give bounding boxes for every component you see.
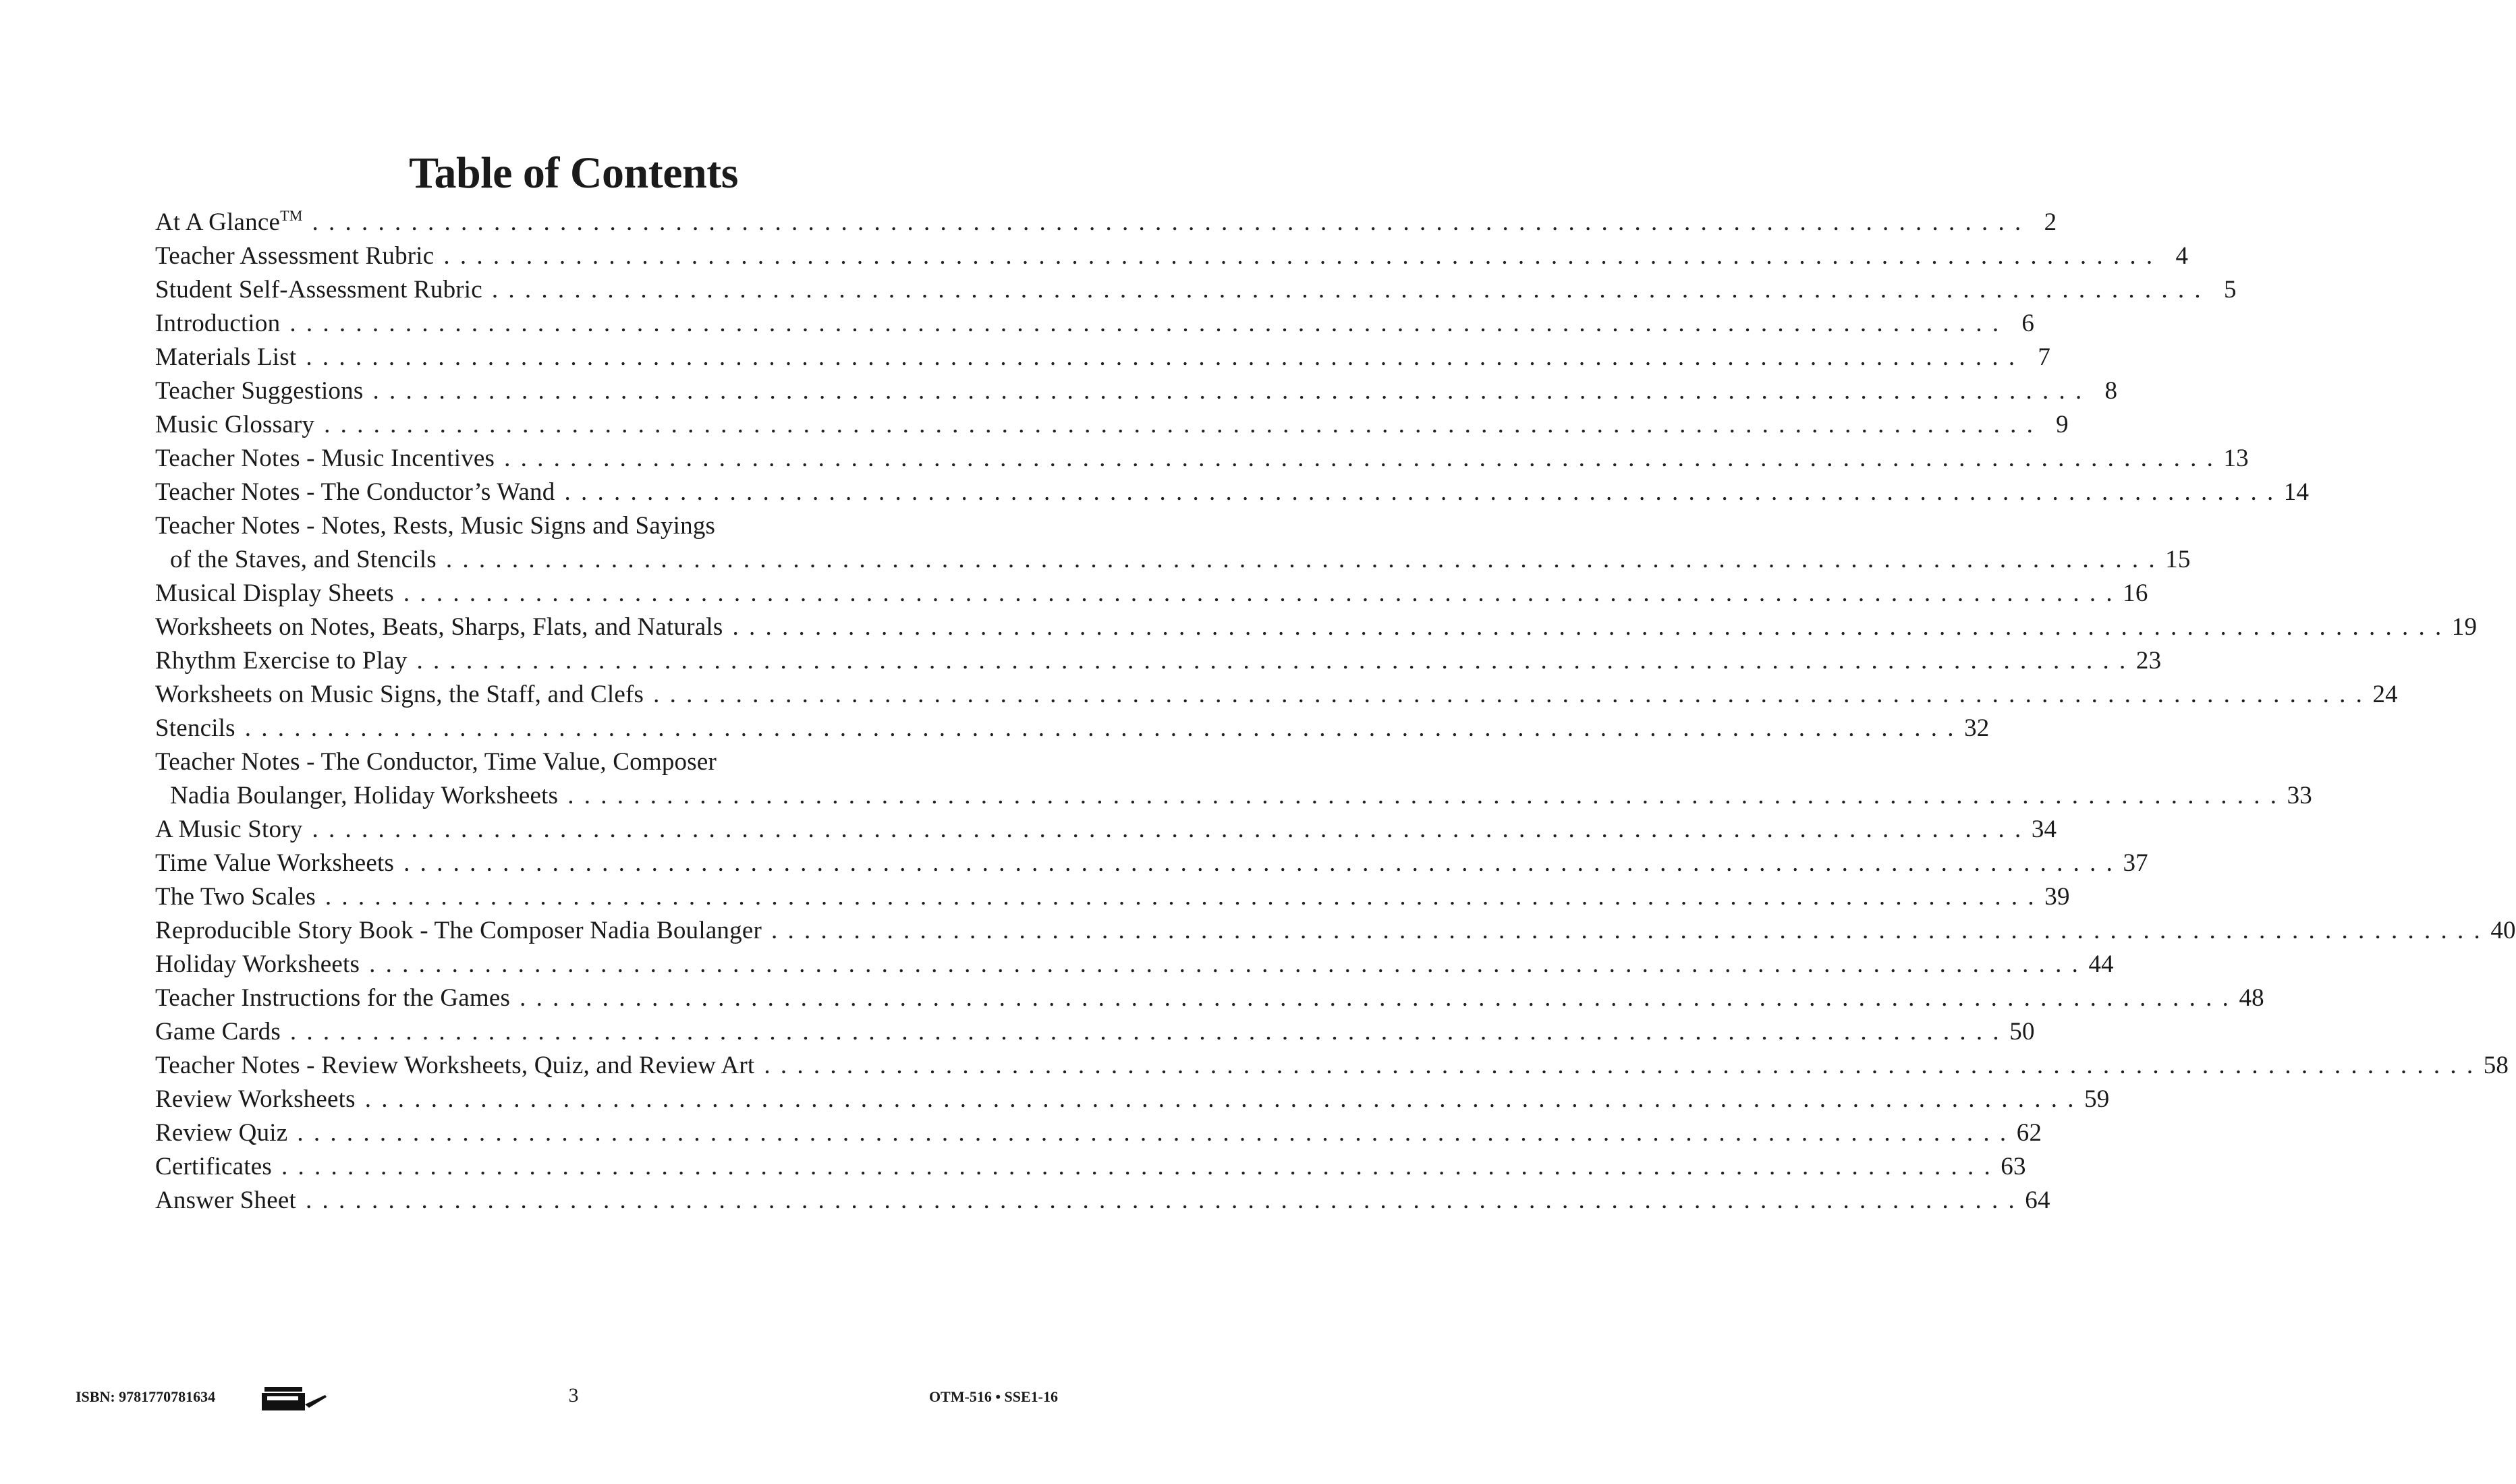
toc-entry-title <box>155 948 360 981</box>
toc-row <box>155 1015 2035 1049</box>
toc-entry-title <box>155 1049 754 1083</box>
toc-page-number: 13 <box>2223 445 2249 472</box>
toc-entry-title-text: Review Quiz <box>155 1119 288 1147</box>
toc-entry-title-text: Teacher Instructions for the Games <box>155 984 511 1012</box>
toc-entry-title-text: Teacher Notes - Review Worksheets, Quiz, and Review Art <box>155 1052 755 1079</box>
toc-entry <box>155 374 2118 408</box>
toc-row <box>155 948 2114 981</box>
toc-entry-title-text: Time Value Worksheets <box>155 849 395 877</box>
toc-row <box>155 914 2516 948</box>
toc-row <box>155 1184 2050 1218</box>
toc-entry <box>155 712 1990 745</box>
toc-entry <box>155 408 2069 442</box>
toc-entry-title <box>155 1015 281 1049</box>
toc-page-number: 2 <box>2044 208 2057 236</box>
toc-entry-title-text: Teacher Notes - The Conductor, Time Value, Composer <box>155 748 717 776</box>
toc-entry-title <box>155 678 644 712</box>
toc-page-number: 19 <box>2451 613 2478 641</box>
table-of-contents <box>155 206 2516 1218</box>
toc-entry <box>155 577 2148 610</box>
toc-entry-title-text: Worksheets on Music Signs, the Staff, and Clefs <box>155 681 644 708</box>
toc-row <box>155 1049 2509 1083</box>
dot-leader: . . . . . . . . . . . . . . . . . . . . . . . . . . . . . . . . . . . . . . . . . . . . . . . . . . . . . . . . . . . . . . . . . . . . . . . . . . . . . . . . . . . . . . . . . . . . . . . . . . . . . . . . <box>364 1085 2076 1113</box>
toc-entry-title-text: Teacher Assessment Rubric <box>155 242 435 270</box>
dot-leader: . . . . . . . . . . . . . . . . . . . . . . . . . . . . . . . . . . . . . . . . . . . . . . . . . . . . . . . . . . . . . . . . . . . . . . . . . . . . . . . . . . . . . . . . . . . . . . . . . . . . . . . . <box>764 1052 2476 1079</box>
toc-entry-title <box>155 512 715 540</box>
toc-row <box>155 610 2478 644</box>
dot-leader: . . . . . . . . . . . . . . . . . . . . . . . . . . . . . . . . . . . . . . . . . . . . . . . . . . . . . . . . . . . . . . . . . . . . . . . . . . . . . . . . . . . . . . . . . . . . . . . . . . . . . . . . <box>306 343 2017 371</box>
toc-row <box>155 712 1990 745</box>
toc-entry-title <box>155 610 723 644</box>
toc-entry <box>155 1116 2042 1150</box>
toc-entry-title <box>170 779 558 813</box>
toc-entry <box>155 341 2051 374</box>
toc-page-number: 9 <box>2056 411 2069 438</box>
toc-entry-title-text: Introduction <box>155 310 281 337</box>
toc-entry-title <box>155 1116 287 1150</box>
toc-page-number: 37 <box>2123 849 2148 877</box>
toc-row <box>155 577 2148 610</box>
toc-page-number: 33 <box>2287 782 2312 809</box>
toc-page-number: 16 <box>2123 579 2148 607</box>
toc-entry <box>155 948 2114 981</box>
toc-entry-title <box>155 712 235 745</box>
toc-entry-title <box>155 880 316 914</box>
toc-entry <box>155 745 2312 813</box>
toc-entry-title <box>155 847 394 880</box>
toc-entry <box>155 509 2191 577</box>
toc-page-number: 32 <box>1964 714 1990 742</box>
toc-entry-title-text: Musical Display Sheets <box>155 579 394 607</box>
toc-row <box>155 239 2189 273</box>
toc-row <box>155 880 2070 914</box>
toc-row <box>155 678 2398 712</box>
dot-leader: . . . . . . . . . . . . . . . . . . . . . . . . . . . . . . . . . . . . . . . . . . . . . . . . . . . . . . . . . . . . . . . . . . . . . . . . . . . . . . . . . . . . . . . . . . . . . . . . . . . . . . . . <box>289 310 2001 337</box>
toc-entry-title <box>155 914 762 948</box>
toc-entry-title-text: Nadia Boulanger, Holiday Worksheets <box>170 782 559 809</box>
toc-row <box>155 644 2162 678</box>
toc-entry <box>155 678 2398 712</box>
dot-leader: . . . . . . . . . . . . . . . . . . . . . . . . . . . . . . . . . . . . . . . . . . . . . . . . . . . . . . . . . . . . . . . . . . . . . . . . . . . . . . . . . . . . . . . . . . . . . . . . . . . . . . . . <box>372 377 2084 405</box>
dot-leader: . . . . . . . . . . . . . . . . . . . . . . . . . . . . . . . . . . . . . . . . . . . . . . . . . . . . . . . . . . . . . . . . . . . . . . . . . . . . . . . . . . . . . . . . . . . . . . . . . . . . . . . . <box>403 849 2115 877</box>
toc-entry <box>155 813 2057 847</box>
toc-entry-title <box>155 341 296 374</box>
toc-entry <box>155 914 2516 948</box>
toc-row <box>155 1116 2042 1150</box>
toc-entry-title-text: Stencils <box>155 714 235 742</box>
toc-entry-title-text: Rhythm Exercise to Play <box>155 647 408 675</box>
toc-entry-title <box>155 239 434 273</box>
toc-entry-title-text: Worksheets on Notes, Beats, Sharps, Flats, and Naturals <box>155 613 723 641</box>
toc-entry <box>155 1015 2035 1049</box>
toc-entry-title <box>155 1083 356 1116</box>
toc-row <box>155 813 2057 847</box>
toc-row <box>155 273 2237 307</box>
dot-leader: . . . . . . . . . . . . . . . . . . . . . . . . . . . . . . . . . . . . . . . . . . . . . . . . . . . . . . . . . . . . . . . . . . . . . . . . . . . . . . . . . . . . . . . . . . . . . . . . . . . . . . . . <box>281 1153 1992 1180</box>
toc-entry-title-text: Teacher Notes - The Conductor’s Wand <box>155 478 555 506</box>
dot-leader: . . . . . . . . . . . . . . . . . . . . . . . . . . . . . . . . . . . . . . . . . . . . . . . . . . . . . . . . . . . . . . . . . . . . . . . . . . . . . . . . . . . . . . . . . . . . . . . . . . . . . . . . <box>520 984 2231 1012</box>
dot-leader: . . . . . . . . . . . . . . . . . . . . . . . . . . . . . . . . . . . . . . . . . . . . . . . . . . . . . . . . . . . . . . . . . . . . . . . . . . . . . . . . . . . . . . . . . . . . . . . . . . . . . . . . <box>491 276 2203 304</box>
dot-leader: . . . . . . . . . . . . . . . . . . . . . . . . . . . . . . . . . . . . . . . . . . . . . . . . . . . . . . . . . . . . . . . . . . . . . . . . . . . . . . . . . . . . . . . . . . . . . . . . . . . . . . . . <box>305 1187 2017 1214</box>
toc-row <box>155 745 924 779</box>
dot-leader: . . . . . . . . . . . . . . . . . . . . . . . . . . . . . . . . . . . . . . . . . . . . . . . . . . . . . . . . . . . . . . . . . . . . . . . . . . . . . . . . . . . . . . . . . . . . . . . . . . . . . . . . <box>653 681 2364 708</box>
dot-leader: . . . . . . . . . . . . . . . . . . . . . . . . . . . . . . . . . . . . . . . . . . . . . . . . . . . . . . . . . . . . . . . . . . . . . . . . . . . . . . . . . . . . . . . . . . . . . . . . . . . . . . . . <box>312 816 2023 843</box>
dot-leader: . . . . . . . . . . . . . . . . . . . . . . . . . . . . . . . . . . . . . . . . . . . . . . . . . . . . . . . . . . . . . . . . . . . . . . . . . . . . . . . . . . . . . . . . . . . . . . . . . . . . . . . . <box>325 883 2036 911</box>
toc-entry-title <box>155 1150 272 1184</box>
page-footer <box>0 1384 1147 1414</box>
toc-entry-title <box>155 374 363 408</box>
toc-entry-title <box>155 748 717 776</box>
dot-leader: . . . . . . . . . . . . . . . . . . . . . . . . . . . . . . . . . . . . . . . . . . . . . . . . . . . . . . . . . . . . . . . . . . . . . . . . . . . . . . . . . . . . . . . . . . . . . . . . . . . . . . . . <box>771 917 2482 944</box>
product-code: OTM-516 • SSE1-16 <box>928 1388 1058 1405</box>
toc-page-number: 59 <box>2084 1085 2110 1113</box>
toc-page-number: 39 <box>2044 883 2070 911</box>
toc-page-number: 50 <box>2009 1018 2035 1046</box>
toc-entry <box>155 1083 2110 1116</box>
toc-entry <box>155 1049 2509 1083</box>
toc-row <box>155 341 2051 374</box>
toc-entry-title <box>155 577 394 610</box>
toc-row <box>155 1150 2026 1184</box>
toc-page-number: 48 <box>2239 984 2264 1012</box>
toc-entry <box>155 206 2057 239</box>
toc-page-number: 24 <box>2372 681 2398 708</box>
toc-entry-title <box>155 1184 296 1218</box>
dot-leader: . . . . . . . . . . . . . . . . . . . . . . . . . . . . . . . . . . . . . . . . . . . . . . . . . . . . . . . . . . . . . . . . . . . . . . . . . . . . . . . . . . . . . . . . . . . . . . . . . . . . . . . . <box>443 242 2155 270</box>
toc-entry-title <box>155 813 302 847</box>
dot-leader: . . . . . . . . . . . . . . . . . . . . . . . . . . . . . . . . . . . . . . . . . . . . . . . . . . . . . . . . . . . . . . . . . . . . . . . . . . . . . . . . . . . . . . . . . . . . . . . . . . . . . . . . <box>312 208 2023 236</box>
toc-entry-title-text: Music Glossary <box>155 411 315 438</box>
toc-entry-title-text: Certificates <box>155 1153 272 1180</box>
toc-entry-title <box>155 442 495 476</box>
toc-entry-title-text: At A Glance <box>155 208 281 236</box>
toc-entry <box>155 1150 2026 1184</box>
toc-page-number: 8 <box>2104 377 2118 405</box>
toc-entry-title-text: Teacher Suggestions <box>155 377 364 405</box>
toc-row <box>155 779 2312 813</box>
page-title: Table of Contents <box>409 148 738 198</box>
toc-entry-title-text: Game Cards <box>155 1018 281 1046</box>
toc-row <box>155 307 2035 341</box>
trademark-mark: TM <box>280 207 303 224</box>
toc-entry-title-text: A Music Story <box>155 816 303 843</box>
toc-entry-title-text: Reproducible Story Book - The Composer Nadia Boulanger <box>155 917 762 944</box>
toc-entry-title <box>170 543 437 577</box>
toc-entry-title-text: Teacher Notes - Music Incentives <box>155 445 495 472</box>
toc-entry-title <box>155 273 482 307</box>
dot-leader: . . . . . . . . . . . . . . . . . . . . . . . . . . . . . . . . . . . . . . . . . . . . . . . . . . . . . . . . . . . . . . . . . . . . . . . . . . . . . . . . . . . . . . . . . . . . . . . . . . . . . . . . <box>324 411 2035 438</box>
toc-row <box>155 476 2310 509</box>
toc-entry-title-text: Teacher Notes - Notes, Rests, Music Signs and Sayings <box>155 512 716 540</box>
toc-entry-title-text: Review Worksheets <box>155 1085 356 1113</box>
toc-page-number: 44 <box>2088 950 2114 978</box>
toc-entry-title <box>155 644 408 678</box>
dot-leader: . . . . . . . . . . . . . . . . . . . . . . . . . . . . . . . . . . . . . . . . . . . . . . . . . . . . . . . . . . . . . . . . . . . . . . . . . . . . . . . . . . . . . . . . . . . . . . . . . . . . . . . . <box>289 1018 2001 1046</box>
dot-leader: . . . . . . . . . . . . . . . . . . . . . . . . . . . . . . . . . . . . . . . . . . . . . . . . . . . . . . . . . . . . . . . . . . . . . . . . . . . . . . . . . . . . . . . . . . . . . . . . . . . . . . . . <box>297 1119 2009 1147</box>
toc-entry <box>155 442 2249 476</box>
toc-page-number: 6 <box>2021 310 2035 337</box>
toc-entry <box>155 273 2237 307</box>
toc-entry-title-text: Holiday Worksheets <box>155 950 360 978</box>
toc-page-number: 23 <box>2135 647 2162 675</box>
dot-leader: . . . . . . . . . . . . . . . . . . . . . . . . . . . . . . . . . . . . . . . . . . . . . . . . . . . . . . . . . . . . . . . . . . . . . . . . . . . . . . . . . . . . . . . . . . . . . . . . . . . . . . . . <box>403 579 2115 607</box>
toc-row <box>155 509 924 543</box>
toc-page-number: 5 <box>2223 276 2237 304</box>
toc-row <box>155 408 2069 442</box>
toc-page-number: 62 <box>2016 1119 2042 1147</box>
toc-page-number: 63 <box>2001 1153 2026 1180</box>
toc-page-number: 34 <box>2031 816 2057 843</box>
toc-entry <box>155 610 2478 644</box>
toc-entry-title <box>155 981 510 1015</box>
toc-row <box>155 543 2191 577</box>
toc-entry-title <box>155 206 303 239</box>
toc-page-number: 15 <box>2165 546 2191 573</box>
toc-entry <box>155 981 2264 1015</box>
isbn-label: ISBN: 9781770781634 <box>76 1388 216 1405</box>
toc-row <box>155 442 2249 476</box>
toc-page-number: 64 <box>2025 1187 2050 1214</box>
toc-page-number: 40 <box>2490 917 2516 944</box>
toc-row <box>155 847 2148 880</box>
toc-row <box>155 374 2118 408</box>
toc-entry-title-text: Materials List <box>155 343 297 371</box>
toc-entry <box>155 476 2310 509</box>
toc-entry <box>155 644 2162 678</box>
toc-entry-title-text: The Two Scales <box>155 883 316 911</box>
toc-entry <box>155 1184 2050 1218</box>
toc-entry-title <box>155 476 555 509</box>
toc-entry-title-text: Answer Sheet <box>155 1187 296 1214</box>
toc-entry-title-text: Student Self-Assessment Rubric <box>155 276 482 304</box>
toc-page-number: 4 <box>2175 242 2189 270</box>
toc-row <box>155 206 2057 239</box>
dot-leader: . . . . . . . . . . . . . . . . . . . . . . . . . . . . . . . . . . . . . . . . . . . . . . . . . . . . . . . . . . . . . . . . . . . . . . . . . . . . . . . . . . . . . . . . . . . . . . . . . . . . . . . . <box>445 546 2157 573</box>
toc-page-number: 14 <box>2283 478 2310 506</box>
toc-row <box>155 1083 2110 1116</box>
toc-entry-title-text: of the Staves, and Stencils <box>170 546 437 573</box>
toc-entry <box>155 880 2070 914</box>
toc-row <box>155 981 2264 1015</box>
dot-leader: . . . . . . . . . . . . . . . . . . . . . . . . . . . . . . . . . . . . . . . . . . . . . . . . . . . . . . . . . . . . . . . . . . . . . . . . . . . . . . . . . . . . . . . . . . . . . . . . . . . . . . . . <box>567 782 2279 809</box>
dot-leader: . . . . . . . . . . . . . . . . . . . . . . . . . . . . . . . . . . . . . . . . . . . . . . . . . . . . . . . . . . . . . . . . . . . . . . . . . . . . . . . . . . . . . . . . . . . . . . . . . . . . . . . . <box>369 950 2080 978</box>
toc-entry <box>155 307 2035 341</box>
dot-leader: . . . . . . . . . . . . . . . . . . . . . . . . . . . . . . . . . . . . . . . . . . . . . . . . . . . . . . . . . . . . . . . . . . . . . . . . . . . . . . . . . . . . . . . . . . . . . . . . . . . . . . . . <box>244 714 1956 742</box>
page-number: 3 <box>568 1384 579 1406</box>
toc-entry-title <box>155 408 314 442</box>
toc-page-number: 7 <box>2038 343 2051 371</box>
toc-entry <box>155 847 2148 880</box>
toc-entry <box>155 239 2189 273</box>
toc-entry-title <box>155 307 280 341</box>
toc-page-number: 58 <box>2483 1052 2509 1079</box>
dot-leader: . . . . . . . . . . . . . . . . . . . . . . . . . . . . . . . . . . . . . . . . . . . . . . . . . . . . . . . . . . . . . . . . . . . . . . . . . . . . . . . . . . . . . . . . . . . . . . . . . . . . . . . . <box>564 478 2276 506</box>
dot-leader: . . . . . . . . . . . . . . . . . . . . . . . . . . . . . . . . . . . . . . . . . . . . . . . . . . . . . . . . . . . . . . . . . . . . . . . . . . . . . . . . . . . . . . . . . . . . . . . . . . . . . . . . <box>732 613 2444 641</box>
dot-leader: . . . . . . . . . . . . . . . . . . . . . . . . . . . . . . . . . . . . . . . . . . . . . . . . . . . . . . . . . . . . . . . . . . . . . . . . . . . . . . . . . . . . . . . . . . . . . . . . . . . . . . . . <box>416 647 2128 675</box>
dot-leader: . . . . . . . . . . . . . . . . . . . . . . . . . . . . . . . . . . . . . . . . . . . . . . . . . . . . . . . . . . . . . . . . . . . . . . . . . . . . . . . . . . . . . . . . . . . . . . . . . . . . . . . . <box>504 445 2215 472</box>
